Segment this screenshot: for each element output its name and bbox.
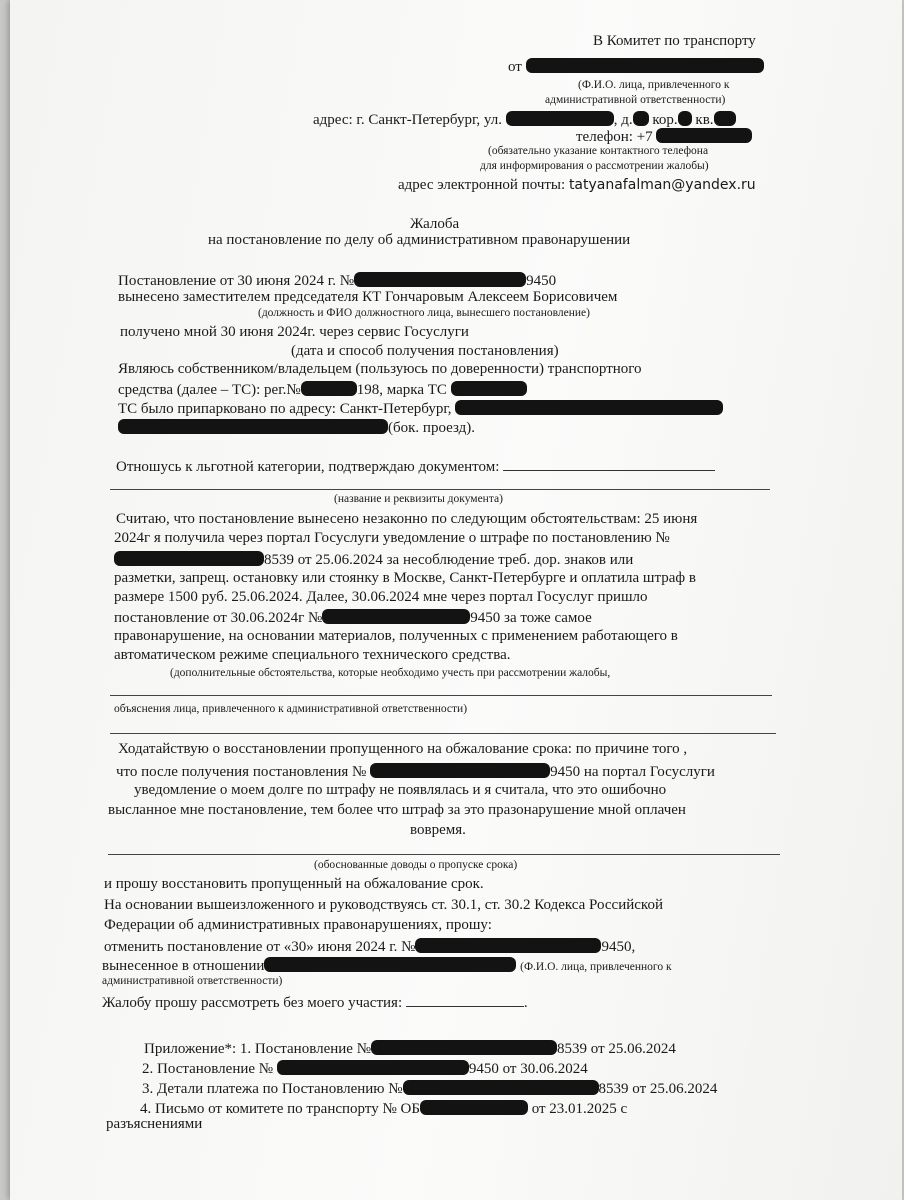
- circumstances-line-3: 8539 от 25.06.2024 за несоблюдение треб. дор. знаков или: [114, 551, 633, 568]
- redacted-name: [526, 58, 764, 73]
- circumstances-hint-2: объяснения лица, привлеченного к административной ответственности): [114, 703, 468, 715]
- circumstances-line-4: разметки, запрещ. остановку или стоянку в Москве, Санкт-Петербурге и оплатила штраф в: [114, 570, 696, 586]
- participation-blank: [406, 994, 524, 1007]
- redacted-decision-number-7: [277, 1060, 469, 1075]
- document-subtitle: на постановление по делу об административном правонарушении: [208, 232, 631, 248]
- request-line-3: Федерации об административных правонарушениях, прошу:: [104, 917, 492, 933]
- decision-line-2: вынесено заместителем председателя КТ Гончаровым Алексеем Борисовичем: [118, 289, 618, 305]
- vehicle-line-4: (бок. проезд).: [118, 419, 475, 436]
- petition-line-5: вовремя.: [410, 822, 466, 838]
- petition-line-1: Ходатайствую о восстановлении пропущенного на обжалование срока: по причине того ,: [118, 741, 688, 757]
- addressee: В Комитет по транспорту: [593, 33, 756, 49]
- redacted-person-name: [264, 957, 516, 972]
- redacted-parking-address-2: [118, 419, 388, 434]
- redacted-parking-address: [455, 400, 723, 415]
- sender-hint-1: (Ф.И.О. лица, привлеченного к: [578, 79, 730, 91]
- redacted-car-model: [451, 381, 527, 396]
- request-line-2: На основании вышеизложенного и руководствуясь ст. 30.1, ст. 30.2 Кодекса Российской: [104, 897, 663, 913]
- address-line: адрес: г. Санкт-Петербург, ул. , д. кор. кв.: [313, 111, 736, 128]
- redacted-decision-number-2: [114, 551, 264, 566]
- redacted-street: [506, 111, 614, 126]
- request-line-6: административной ответственности): [102, 975, 283, 987]
- decision-hint-2: (дата и способ получения постановления): [291, 343, 559, 359]
- petition-hint: (обоснованные доводы о пропуске срока): [314, 859, 518, 871]
- circumstances-line-7: правонарушение, на основании материалов, полученных с применением работающего в: [114, 628, 678, 644]
- benefit-blank: [503, 458, 715, 471]
- request-line-5: вынесенное в отношении (Ф.И.О. лица, привлеченного к: [102, 958, 672, 974]
- petition-line-3: уведомление о моем долге по штрафу не появлялась и я считала, что это ошибочно: [134, 782, 667, 798]
- appendix-line-4: 4. Письмо от комитете по транспорту № ОБ от 23.01.2025 с: [140, 1101, 628, 1117]
- appendix-line-5: разъяснениями: [106, 1116, 203, 1132]
- redacted-plate: [301, 381, 357, 396]
- redacted-decision-number: [354, 272, 526, 287]
- appendix-line-1: Приложение*: 1. Постановление № 8539 от 25.06.2024: [144, 1041, 676, 1057]
- circumstances-hint-1: (дополнительные обстоятельства, которые необходимо учесть при рассмотрении жалобы,: [170, 667, 611, 679]
- redacted-decision-number-6: [371, 1040, 557, 1055]
- circumstances-line-1: Считаю, что постановление вынесено незаконно по следующим обстоятельствам: 25 июня: [116, 511, 698, 527]
- phone-hint-1: (обязательно указание контактного телефона: [488, 145, 709, 157]
- phone-hint-2: для информирования о рассмотрении жалобы): [480, 160, 709, 172]
- petition-line-4: высланное мне постановление, тем более что штраф за это празонарушение мной оплачен: [108, 802, 686, 818]
- vehicle-line-2: средства (далее – ТС): рег.№ 198, марка ТС: [118, 381, 527, 398]
- decision-hint-1: (должность и ФИО должностного лица, вынесшего постановление): [258, 307, 590, 319]
- redacted-house: [633, 111, 649, 126]
- document-sheet: [10, 0, 902, 1200]
- redacted-flat: [714, 111, 736, 126]
- document-title: Жалоба: [410, 216, 460, 232]
- vehicle-line-1: Являюсь собственником/владельцем (пользуюсь по доверенности) транспортного: [118, 361, 642, 377]
- email-line: адрес электронной почты: tatyanafalman@yandex.ru: [398, 177, 756, 193]
- decision-line-3: получено мной 30 июня 2024г. через сервис Госуслуги: [120, 324, 469, 340]
- vehicle-line-3: ТС было припарковано по адресу: Санкт-Петербург,: [118, 400, 723, 417]
- petition-rule: [108, 854, 780, 855]
- request-line-7: Жалобу прошу рассмотреть без моего участия: .: [102, 995, 528, 1011]
- email-value: tatyanafalman@yandex.ru: [568, 177, 756, 193]
- redacted-letter-number: [420, 1100, 528, 1115]
- decision-line-1: Постановление от 30 июня 2024 г. № 9450: [118, 273, 557, 289]
- redacted-decision-number-8: [403, 1080, 599, 1095]
- request-line-1: и прошу восстановить пропущенный на обжалование срок.: [104, 876, 484, 892]
- circumstances-line-6: постановление от 30.06.2024г № 9450 за тоже самое: [114, 610, 592, 626]
- phone-line: телефон: +7: [576, 128, 752, 145]
- appendix-line-2: 2. Постановление № 9450 от 30.06.2024: [142, 1061, 588, 1077]
- benefit-rule: [110, 489, 770, 490]
- appendix-line-3: 3. Детали платежа по Постановлению № 8539 от 25.06.2024: [142, 1081, 718, 1097]
- benefit-hint: (название и реквизиты документа): [334, 493, 503, 505]
- circumstances-rule-1: [110, 695, 772, 696]
- circumstances-line-8: автоматическом режиме специального технического средства.: [114, 647, 511, 663]
- request-line-4: отменить постановление от «30» июня 2024 г. № 9450,: [104, 939, 636, 955]
- sender-line: от: [508, 58, 764, 75]
- circumstances-line-2: 2024г я получила через портал Госуслуги уведомление о штрафе по постановлению №: [114, 530, 670, 546]
- circumstances-line-5: размере 1500 руб. 25.06.2024. Далее, 30.06.2024 мне через портал Госуслуг пришло: [114, 589, 648, 605]
- petition-line-2: что после получения постановления № 9450 на портал Госуслуги: [116, 764, 715, 780]
- benefit-line: Отношусь к льготной категории, подтверждаю документом:: [116, 458, 715, 475]
- redacted-decision-number-5: [415, 938, 601, 953]
- redacted-decision-number-3: [322, 609, 470, 624]
- redacted-decision-number-4: [370, 763, 550, 778]
- sender-hint-2: административной ответственности): [545, 94, 726, 106]
- redacted-korp: [678, 111, 692, 126]
- redacted-phone: [656, 128, 752, 143]
- circumstances-rule-2: [110, 733, 776, 734]
